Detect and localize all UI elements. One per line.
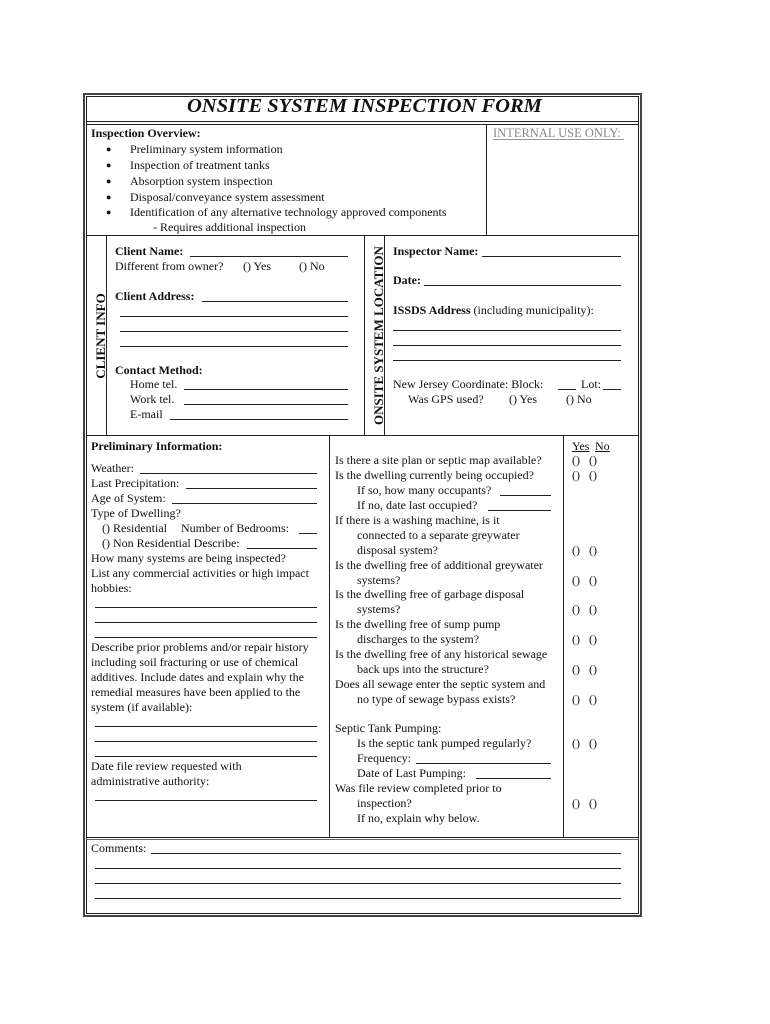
- frame-bottom: [83, 915, 642, 917]
- question-line: Is the dwelling currently being occupied?: [335, 468, 534, 482]
- hobbies-field-3[interactable]: [95, 637, 317, 638]
- list-label-2: hobbies:: [91, 581, 132, 595]
- gps-label: Was GPS used?: [408, 392, 484, 406]
- contact-method-label: Contact Method:: [115, 363, 203, 377]
- gps-no-option[interactable]: () No: [566, 392, 592, 406]
- question-line: systems?: [357, 602, 401, 616]
- block-field[interactable]: [558, 389, 576, 390]
- frame-left-inner: [86, 96, 87, 914]
- client-name-field[interactable]: [190, 256, 348, 257]
- question-line: Does all sewage enter the septic system and: [335, 677, 546, 691]
- question-line: If no, explain why below.: [357, 811, 480, 825]
- frame-right: [640, 93, 642, 917]
- yes-no-checkboxes[interactable]: () (): [572, 602, 597, 616]
- owner-yes-option[interactable]: () Yes: [243, 259, 272, 273]
- describe-line: remedial measures have been applied to the: [91, 685, 301, 699]
- work-tel-label: Work tel.: [130, 392, 175, 406]
- question-line: Is the septic tank pumped regularly?: [357, 736, 532, 750]
- bullet-icon: ●: [106, 144, 112, 154]
- question-line: Is the dwelling free of any historical sewage: [335, 647, 548, 661]
- question-line: disposal system?: [357, 543, 438, 557]
- question-line: Is there a site plan or septic map available?: [335, 453, 542, 467]
- dwelling-type-label: Type of Dwelling?: [91, 506, 181, 520]
- yes-header: Yes: [572, 439, 590, 453]
- question-line: Date of Last Pumping:: [357, 766, 466, 780]
- question-line: discharges to the system?: [357, 632, 480, 646]
- comments-field-3[interactable]: [95, 883, 621, 884]
- precip-field[interactable]: [186, 488, 317, 489]
- question-line: connected to a separate greywater: [357, 528, 520, 542]
- yes-no-checkboxes[interactable]: () (): [572, 468, 597, 482]
- yes-no-checkboxes[interactable]: () (): [572, 796, 597, 810]
- question-line: If there is a washing machine, is it: [335, 513, 500, 527]
- prelim-heading: Preliminary Information:: [91, 439, 223, 453]
- date-file-line: administrative authority:: [91, 774, 210, 788]
- hobbies-field-1[interactable]: [95, 607, 317, 608]
- section-rule-3: [86, 837, 639, 838]
- date-file-field[interactable]: [95, 800, 317, 801]
- section-rule-1: [86, 235, 639, 236]
- issds-field-2[interactable]: [393, 345, 621, 346]
- date-file-line: Date file review requested with: [91, 759, 242, 773]
- question-line: Is the dwelling free of garbage disposal: [335, 587, 525, 601]
- work-tel-field[interactable]: [184, 404, 348, 405]
- issds-field-3[interactable]: [393, 360, 621, 361]
- bullet-icon: ●: [106, 176, 112, 186]
- question-line: systems?: [357, 573, 401, 587]
- inspector-name-field[interactable]: [482, 256, 621, 257]
- question-line: If no, date last occupied?: [357, 498, 478, 512]
- gps-yes-option[interactable]: () Yes: [509, 392, 538, 406]
- describe-line: including soil fracturing or use of chemical: [91, 655, 299, 669]
- yes-no-checkboxes[interactable]: () (): [572, 632, 597, 646]
- describe-line: system (if available):: [91, 700, 193, 714]
- client-address-field-2[interactable]: [120, 316, 348, 317]
- question-line: If so, how many occupants?: [357, 483, 492, 497]
- describe-line: additives. Include dates and explain why the: [91, 670, 304, 684]
- issds-label: [393, 303, 594, 318]
- describe-field-2[interactable]: [95, 741, 317, 742]
- last-pumping-field[interactable]: [476, 778, 551, 779]
- yes-no-checkboxes[interactable]: () (): [572, 692, 597, 706]
- list-label-1: List any commercial activities or high impact: [91, 566, 309, 580]
- email-label: E-mail: [130, 407, 163, 421]
- internal-use-label: INTERNAL USE ONLY:: [493, 126, 621, 140]
- nonres-option[interactable]: () Non Residential Describe:: [102, 536, 240, 550]
- nonres-field[interactable]: [247, 548, 317, 549]
- title-rule: [86, 121, 639, 122]
- how-many-label: How many systems are being inspected?: [91, 551, 286, 565]
- bullet-icon: ●: [106, 160, 112, 170]
- overview-item: Absorption system inspection: [130, 174, 273, 188]
- hobbies-field-2[interactable]: [95, 622, 317, 623]
- question-line: Is the dwelling free of additional greywater: [335, 558, 543, 572]
- lot-field[interactable]: [603, 389, 621, 390]
- comments-field-2[interactable]: [95, 868, 621, 869]
- age-field[interactable]: [172, 503, 317, 504]
- overview-item: Identification of any alternative technology approved components: [130, 205, 447, 219]
- question-line: Was file review completed prior to: [335, 781, 502, 795]
- frame-bottom-inner: [86, 913, 639, 914]
- client-address-field-1[interactable]: [202, 301, 348, 302]
- client-info-label: CLIENT INFO: [93, 293, 108, 379]
- form-title: ONSITE SYSTEM INSPECTION FORM: [187, 95, 542, 117]
- question-line: no type of sewage bypass exists?: [357, 692, 516, 706]
- precip-label: Last Precipitation:: [91, 476, 180, 490]
- internal-underline: [493, 139, 624, 140]
- home-tel-field[interactable]: [184, 389, 348, 390]
- describe-field-3[interactable]: [95, 756, 317, 757]
- section-rule-2: [86, 435, 639, 436]
- owner-no-option[interactable]: () No: [299, 259, 325, 273]
- overview-item: Preliminary system information: [130, 142, 283, 156]
- client-address-field-4[interactable]: [120, 346, 348, 347]
- location-left-divider: [364, 235, 365, 435]
- frame-right-inner: [638, 96, 639, 914]
- issds-address-text: ISSDS Address: [393, 303, 471, 317]
- lot-label: Lot:: [581, 377, 601, 391]
- bedrooms-label: Number of Bedrooms:: [181, 521, 289, 535]
- residential-option[interactable]: () Residential: [102, 521, 167, 535]
- different-owner-label: Different from owner?: [115, 259, 224, 273]
- weather-label: Weather:: [91, 461, 135, 475]
- weather-field[interactable]: [140, 473, 317, 474]
- client-address-field-3[interactable]: [120, 331, 348, 332]
- inspector-name-label: Inspector Name:: [393, 244, 479, 258]
- coordinate-label: New Jersey Coordinate: Block:: [393, 377, 544, 391]
- question-line: Is the dwelling free of sump pump: [335, 617, 501, 631]
- bedrooms-field[interactable]: [299, 533, 317, 534]
- yes-no-checkboxes[interactable]: () (): [572, 736, 597, 750]
- comments-field-1[interactable]: [151, 853, 621, 854]
- yesno-divider: [563, 435, 564, 837]
- email-field[interactable]: [170, 419, 348, 420]
- client-address-label: Client Address:: [115, 289, 195, 303]
- overview-item: Disposal/conveyance system assessment: [130, 190, 325, 204]
- question-line: back ups into the structure?: [357, 662, 489, 676]
- question-line: Septic Tank Pumping:: [335, 721, 442, 735]
- describe-line: Describe prior problems and/or repair history: [91, 640, 309, 654]
- yes-no-checkboxes[interactable]: () (): [572, 453, 597, 467]
- bullet-icon: ●: [106, 192, 112, 202]
- question-line: Frequency:: [357, 751, 411, 765]
- overview-item: Inspection of treatment tanks: [130, 158, 270, 172]
- bullet-icon: ●: [106, 207, 112, 217]
- comments-field-4[interactable]: [95, 898, 621, 899]
- frequency-field[interactable]: [416, 763, 551, 764]
- describe-field-1[interactable]: [95, 726, 317, 727]
- overview-heading: Inspection Overview:: [91, 126, 201, 140]
- title-rule-2: [86, 124, 639, 125]
- issds-note: (including municipality):: [473, 303, 594, 317]
- prelim-divider: [329, 435, 330, 837]
- frame-left: [83, 93, 85, 917]
- issds-field-1[interactable]: [393, 330, 621, 331]
- home-tel-label: Home tel.: [130, 377, 178, 391]
- yes-no-checkboxes[interactable]: () (): [572, 662, 597, 676]
- overview-note: - Requires additional inspection: [153, 220, 306, 234]
- comments-label: Comments:: [91, 841, 147, 855]
- location-label: ONSITE SYSTEM LOCATION: [371, 246, 386, 425]
- no-header: No: [595, 439, 610, 453]
- client-name-label: Client Name:: [115, 244, 184, 258]
- section-rule-3b: [86, 839, 639, 840]
- date-field[interactable]: [424, 285, 621, 286]
- yes-no-checkboxes[interactable]: () (): [572, 573, 597, 587]
- internal-divider: [486, 124, 487, 235]
- occupants-field[interactable]: [500, 495, 551, 496]
- yes-no-checkboxes[interactable]: () (): [572, 543, 597, 557]
- age-label: Age of System:: [91, 491, 166, 505]
- question-line: inspection?: [357, 796, 412, 810]
- date-label: Date:: [393, 273, 421, 287]
- last-occupied-field[interactable]: [488, 510, 551, 511]
